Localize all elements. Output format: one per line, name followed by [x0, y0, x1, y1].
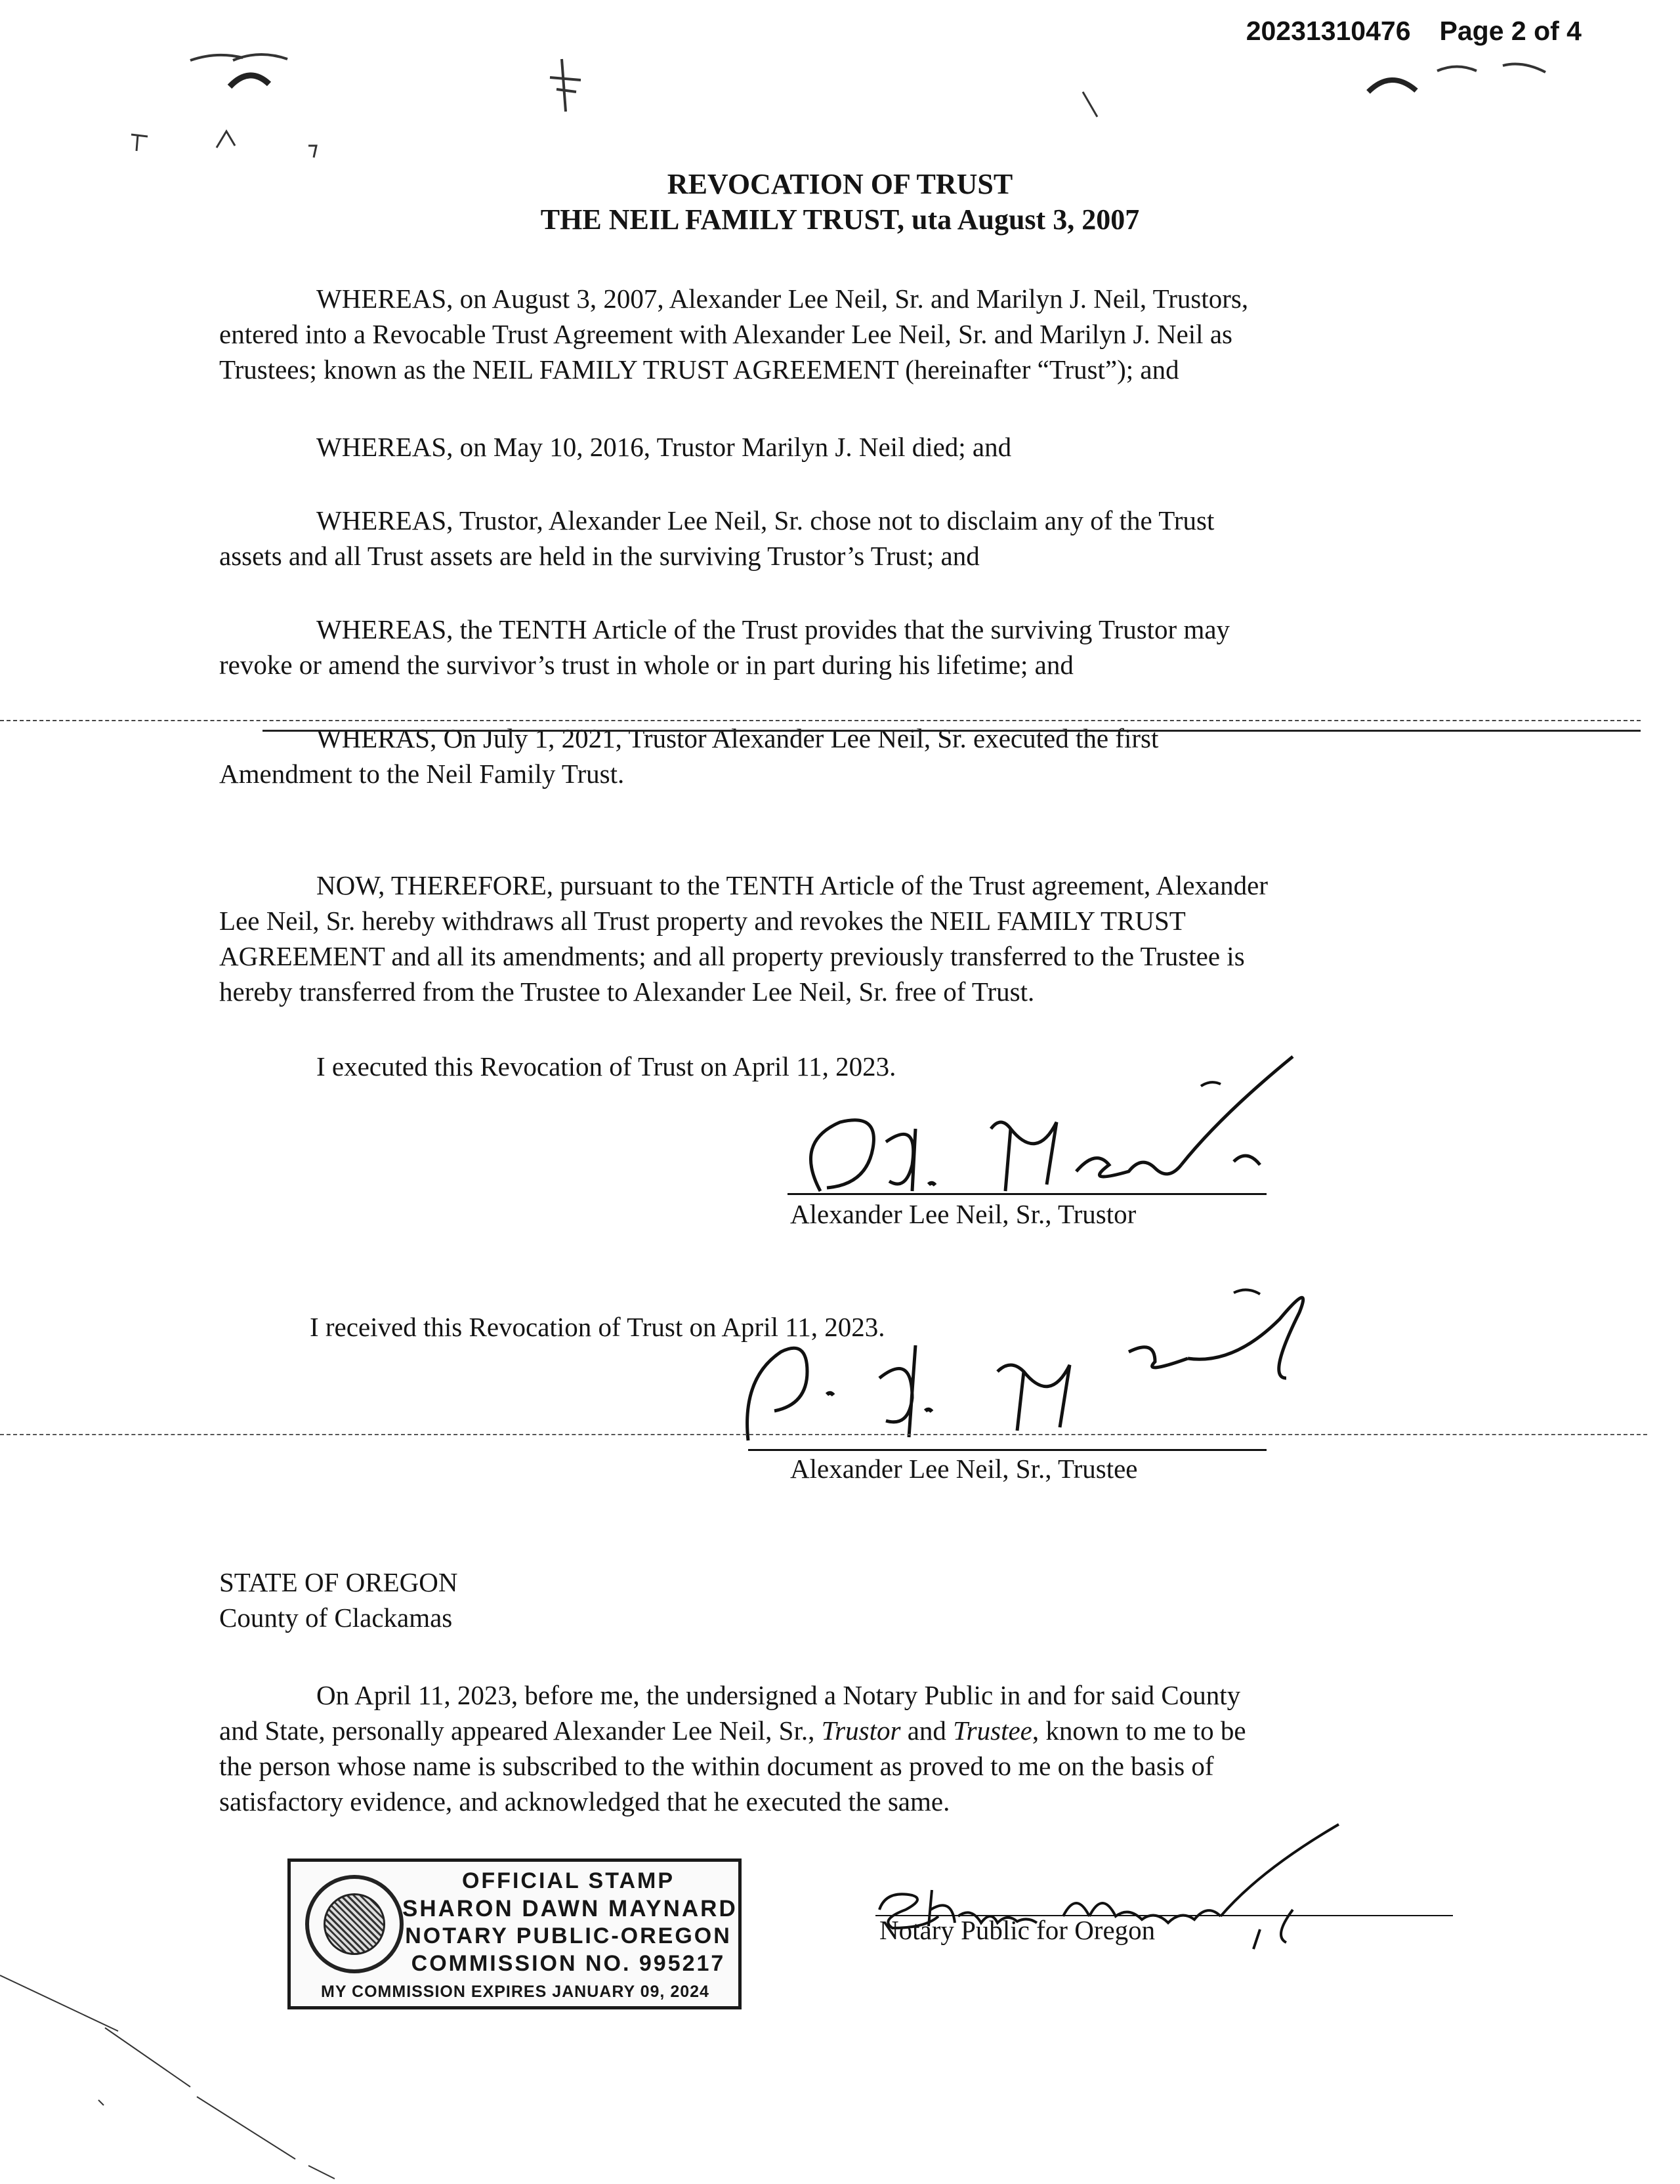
text-segment: , known to me to be [1032, 1715, 1246, 1746]
text-line: hereby transferred from the Trustee to Alexander Lee Neil, Sr. free of Trust. [219, 976, 1035, 1007]
operative-paragraph [219, 868, 1453, 1009]
text-line: assets and all Trust assets are held in the surviving Trustor’s Trust; and [219, 541, 980, 571]
notary-acknowledgment [219, 1677, 1453, 1819]
text-line: WHEREAS, on May 10, 2016, Trustor Marilyn J. Neil died; and [316, 432, 1012, 462]
recital-paragraph-4 [219, 612, 1453, 682]
trustor-signature [774, 1050, 1339, 1208]
venue-county: County of Clackamas [219, 1603, 453, 1633]
trustor-signature-line [788, 1193, 1267, 1195]
stamp-line-5: MY COMMISSION EXPIRES JANUARY 09, 2024 [321, 1983, 709, 2001]
venue-state: STATE OF OREGON [219, 1567, 458, 1597]
text-line: Lee Neil, Sr. hereby withdraws all Trust property and revokes the NEIL FAMILY TRUST [219, 906, 1186, 936]
text-line: the person whose name is subscribed to the within document as proved to me on the basis of [219, 1751, 1214, 1781]
text-line: WHEREAS, the TENTH Article of the Trust provides that the surviving Trustor may [316, 614, 1230, 644]
trustee-label: Alexander Lee Neil, Sr., Trustee [790, 1454, 1138, 1484]
stamp-line-2: SHARON DAWN MAYNARD [402, 1896, 738, 1922]
recital-paragraph-1 [219, 281, 1453, 387]
stamp-line-1: OFFICIAL STAMP [461, 1868, 675, 1893]
trustor-label: Alexander Lee Neil, Sr., Trustor [790, 1199, 1137, 1229]
text-line: Amendment to the Neil Family Trust. [219, 759, 625, 789]
text-line: WHEREAS, on August 3, 2007, Alexander Lee Neil, Sr. and Marilyn J. Neil, Trustors, [316, 284, 1249, 314]
document-number: 20231310476 [1246, 16, 1411, 46]
text-line: AGREEMENT and all its amendments; and all property previously transferred to the Trustee is [219, 941, 1245, 971]
text-line: On April 11, 2023, before me, the undersigned a Notary Public in and for said County [316, 1680, 1241, 1710]
text-line: WHEREAS, Trustor, Alexander Lee Neil, Sr. chose not to disclaim any of the Trust [316, 505, 1215, 536]
text-line: entered into a Revocable Trust Agreement with Alexander Lee Neil, Sr. and Marilyn J. Neil as [219, 319, 1232, 349]
text-segment-italic: Trustor [821, 1715, 901, 1746]
text-segment: and [900, 1715, 954, 1746]
text-line: I received this Revocation of Trust on April 11, 2023. [310, 1312, 885, 1342]
text-segment: and State, personally appeared Alexander Lee Neil, Sr., [219, 1715, 822, 1746]
text-line: revoke or amend the survivor’s trust in whole or in part during his lifetime; and [219, 650, 1074, 680]
text-line: Trustees; known as the NEIL FAMILY TRUST AGREEMENT (hereinafter “Trust”); and [219, 354, 1179, 385]
page-indicator: Page 2 of 4 [1439, 16, 1582, 46]
strikethrough-line [262, 730, 1641, 732]
stamp-line-3: NOTARY PUBLIC-OREGON [405, 1923, 732, 1948]
venue-block [219, 1564, 1453, 1635]
stamp-line-4: COMMISSION NO. 995217 [411, 1951, 726, 1976]
text-line: satisfactory evidence, and acknowledged that he executed the same. [219, 1786, 950, 1816]
title-line-1: REVOCATION OF TRUST [667, 168, 1013, 200]
recital-paragraph-3 [219, 503, 1453, 574]
scan-dash-line [0, 1434, 1647, 1435]
scan-artifacts-bottom [0, 1956, 368, 2184]
title-line-2: THE NEIL FAMILY TRUST, uta August 3, 2007 [540, 203, 1140, 236]
recital-paragraph-2 [219, 429, 1453, 465]
notary-label: Notary Public for Oregon [879, 1915, 1156, 1945]
document-title [0, 167, 1680, 238]
trustee-signature-line [748, 1449, 1267, 1451]
text-line-struck: WHERAS, On July 1, 2021, Trustor Alexander Lee Neil, Sr. executed the first [316, 723, 1159, 753]
text-line: NOW, THEREFORE, pursuant to the TENTH Article of the Trust agreement, Alexander [316, 870, 1268, 900]
trustee-signature [735, 1280, 1378, 1450]
text-line: I executed this Revocation of Trust on April 11, 2023. [316, 1051, 896, 1082]
text-segment-italic: Trustee [953, 1715, 1032, 1746]
